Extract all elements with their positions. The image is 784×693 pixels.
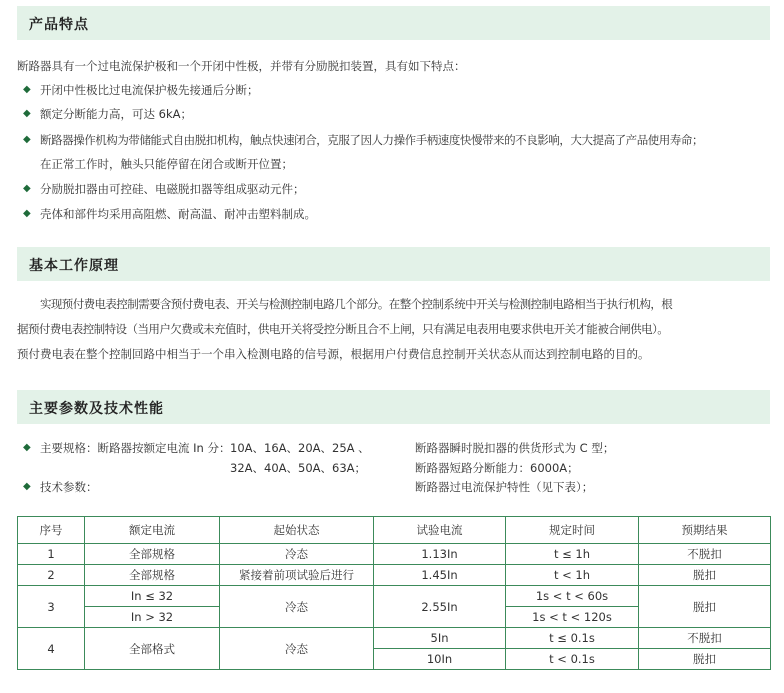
bullet-icon: ◆ xyxy=(23,208,31,219)
header-cell: 序号 xyxy=(18,517,85,544)
spec-values: 10A、16A、20A、25A 、 xyxy=(230,441,370,455)
tech-label: 技术参数： xyxy=(40,480,98,494)
table-cell: 冷态 xyxy=(220,628,374,670)
section-header-parameters xyxy=(17,390,770,424)
feature-item: 壳体和部件均采用高阻燃、耐高温、耐冲击塑料制成。 xyxy=(40,207,316,221)
table-row xyxy=(18,565,771,586)
header-cell: 规定时间 xyxy=(506,517,639,544)
table-cell: 1.45In xyxy=(374,565,506,586)
feature-item: 分励脱扣器由可控硅、电磁脱扣器等组成驱动元件； xyxy=(40,182,305,196)
table-cell: 紧接着前项试验后进行 xyxy=(220,565,374,586)
table-cell: 脱扣 xyxy=(639,586,771,628)
principle-line: 实现预付费电表控制需要含预付费电表、开关与检测控制电路几个部分。在整个控制系统中开关与检测控制电路相当于执行机构，根 xyxy=(40,297,673,311)
table-row xyxy=(18,544,771,565)
section-title: 主要参数及技术性能 xyxy=(29,401,164,417)
table-cell: 10In xyxy=(374,649,506,670)
bullet-icon: ◆ xyxy=(23,481,31,492)
spec-label: 主要规格：断路器按额定电流 In 分： xyxy=(40,441,231,455)
principle-line: 据预付费电表控制特设（当用户欠费或未充值时，供电开关将受控分断且合不上闸，只有满足电表用电要求供电开关才能被合闸供电）。 xyxy=(17,322,669,336)
table-cell: 5In xyxy=(374,628,506,649)
table-cell: t ≤ 1h xyxy=(506,544,639,565)
principle-line: 预付费电表在整个控制回路中相当于一个串入检测电路的信号源，根据用户付费信息控制开关状态从而达到控制电路的目的。 xyxy=(17,347,650,361)
table-cell: 1s < t < 120s xyxy=(506,607,639,628)
table-cell: 脱扣 xyxy=(639,649,771,670)
section-header-principle xyxy=(17,247,770,281)
bullet-icon: ◆ xyxy=(23,442,31,453)
bullet-icon: ◆ xyxy=(23,183,31,194)
protection-characteristic: 断路器过电流保护特性（见下表）； xyxy=(415,480,594,494)
table-cell: 1 xyxy=(18,544,85,565)
table-row xyxy=(18,628,771,649)
section-header-features xyxy=(17,6,770,40)
features-intro: 断路器具有一个过电流保护极和一个开闭中性极，并带有分励脱扣装置，具有如下特点： xyxy=(17,59,466,73)
table-cell: 不脱扣 xyxy=(639,628,771,649)
table-cell: 全部规格 xyxy=(85,565,220,586)
table-cell: 不脱扣 xyxy=(639,544,771,565)
feature-item: 开闭中性极比过电流保护极先接通后分断； xyxy=(40,83,259,97)
table-cell: In ≤ 32 xyxy=(85,586,220,607)
section-title: 基本工作原理 xyxy=(29,258,119,274)
table-cell: In > 32 xyxy=(85,607,220,628)
trip-type: 断路器瞬时脱扣器的供货形式为 C 型； xyxy=(415,441,615,455)
table-cell: t < 0.1s xyxy=(506,649,639,670)
table-cell: 2.55In xyxy=(374,586,506,628)
table-cell: 2 xyxy=(18,565,85,586)
header-cell: 起始状态 xyxy=(220,517,374,544)
section-title: 产品特点 xyxy=(29,17,89,33)
table-cell: 冷态 xyxy=(220,586,374,628)
bullet-icon: ◆ xyxy=(23,84,31,95)
spec-values: 32A、40A、50A、63A； xyxy=(230,461,367,475)
table-cell: t ≤ 0.1s xyxy=(506,628,639,649)
table-cell: 脱扣 xyxy=(639,565,771,586)
breaking-capacity: 断路器短路分断能力：6000A； xyxy=(415,461,579,475)
table-header-row xyxy=(18,517,771,544)
header-cell: 预期结果 xyxy=(639,517,771,544)
table-cell: 全部规格 xyxy=(85,544,220,565)
header-cell: 试验电流 xyxy=(374,517,506,544)
table-cell: t < 1h xyxy=(506,565,639,586)
bullet-icon: ◆ xyxy=(23,108,31,119)
header-cell: 额定电流 xyxy=(85,517,220,544)
table-row xyxy=(18,586,771,607)
protection-table xyxy=(17,516,771,670)
table-cell: 冷态 xyxy=(220,544,374,565)
bullet-icon: ◆ xyxy=(23,134,31,145)
feature-item: 断路器操作机构为带储能式自由脱扣机构，触点快速闭合，克服了因人力操作手柄速度快慢带来的不良影响，大大提高了产品使用寿命； xyxy=(40,133,703,147)
table-cell: 4 xyxy=(18,628,85,670)
table-cell: 1s < t < 60s xyxy=(506,586,639,607)
feature-item: 在正常工作时，触头只能停留在闭合或断开位置； xyxy=(40,157,293,171)
feature-item: 额定分断能力高，可达 6kA； xyxy=(40,107,192,121)
table-cell: 3 xyxy=(18,586,85,628)
table-cell: 1.13In xyxy=(374,544,506,565)
table-cell: 全部格式 xyxy=(85,628,220,670)
